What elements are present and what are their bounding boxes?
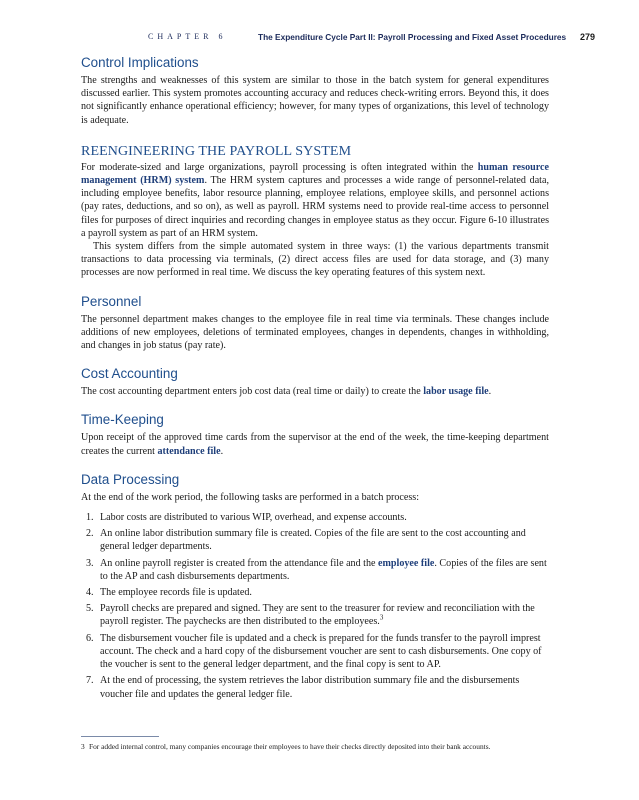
list-item [81,557,549,583]
list-text: The employee records file is updated. [100,587,252,599]
page-content [81,55,549,701]
time-keeping-paragraph [81,431,549,457]
list-item [81,602,549,628]
reengineering-paragraph-2: This system differs from the simple automated system in three ways: (1) the various departments transmit transactions to data processing via terminals, (2) direct access files are used for data storage, and (3) many processes are now performed in real time. We discuss the key operating features of this system next. [81,241,549,279]
term-labor-usage-file: labor usage file [423,386,489,398]
footnote-marker: 3 [379,614,384,623]
list-number: 6. [86,632,94,644]
list-text: At the end of processing, the system retrieves the labor distribution summary file and the disbursements voucher file and updates the general ledger file. [100,675,520,700]
list-text: Labor costs are distributed to various WIP, overhead, and expense accounts. [100,512,407,524]
text-run: For moderate-sized and large organizations, payroll processing is often integrated within the [81,161,478,173]
text-run: Upon receipt of the approved time cards from the supervisor at the end of the week, the time-keeping department creates the current [81,432,549,457]
control-implications-paragraph: The strengths and weaknesses of this system are similar to those in the batch system for general expenditures discussed earlier. This system promotes accounting accuracy and reduces check-writing errors. Beyond this, it does not significantly enhance operational efficiency; however, for many types of organizations, this level of technology is adequate. [81,75,549,126]
list-number: 4. [86,587,94,599]
list-item [81,527,549,553]
footnote-text: For added internal control, many companies encourage their employees to have their checks directly deposited into their bank accounts. [89,742,491,751]
list-number: 1. [86,512,94,524]
heading-data-processing: Data Processing [81,471,180,487]
cost-accounting-paragraph [81,385,549,398]
running-title: The Expenditure Cycle Part II: Payroll Processing and Fixed Asset Procedures [258,32,567,42]
list-item [81,674,549,700]
personnel-paragraph: The personnel department makes changes to the employee file in real time via terminals. These changes include additions of new employees, deletions of terminated employees, changes in dependents, changes in withholding, and changes in job status (pay rate). [81,313,549,352]
list-number: 7. [86,675,94,687]
heading-control-implications: Control Implications [81,55,199,70]
page-number: 279 [580,32,596,42]
list-number: 5. [86,603,94,615]
data-processing-intro: At the end of the work period, the following tasks are performed in a batch process: [81,491,420,503]
list-number: 3. [86,557,94,569]
list-text: The disbursement voucher file is updated and a check is prepared for the funds transfer to the payroll imprest account. The check and a hard copy of the disbursement voucher are sent to cash disbursements. One copy of the voucher is sent to the general ledger department, and the final copy is sent to AP. [100,632,542,671]
running-header [0,32,639,46]
text-run: . The HRM system captures and processes a wide range of personnel-related data, including employee benefits, labor resource planning, employee relations, employee skills, and personnel actions (pay rates, deductions, and so on), as well as payroll. HRM systems need to provide real-time access to personnel files for purposes of direct inquiries and recording changes in employee status as they occur. Figure 6-10 illustrates a payroll system as part of an HRM system. [81,175,549,239]
text-run: . [220,445,224,457]
heading-personnel: Personnel [81,293,142,309]
list-item [81,586,549,599]
data-processing-steps [81,511,549,701]
text-run: The cost accounting department enters job cost data (real time or daily) to create the [81,386,424,398]
list-item [81,632,549,672]
list-text: An online payroll register is created from the attendance file and the [100,557,379,569]
list-item [81,511,549,524]
reengineering-paragraph-1 [81,161,549,240]
list-text: Payroll checks are prepared and signed. They are sent to the treasurer for review and reconciliation with the payroll register. The paychecks are then distributed to the employees. [100,603,535,628]
footnote [81,742,549,752]
term-attendance-file: attendance file [157,445,221,457]
term-employee-file: employee file [378,557,435,569]
footnote-divider [81,736,159,737]
list-text: . Copies of the files are sent to the AP and cash disbursements departments. [100,557,547,582]
term-hrm-system: human resource management (HRM) system [81,161,549,187]
chapter-label: CHAPTER 6 [148,32,227,41]
list-number: 2. [86,528,94,540]
footnote-number: 3 [81,742,85,751]
heading-time-keeping: Time-Keeping [81,412,164,428]
text-run: . [488,386,492,398]
heading-cost-accounting: Cost Accounting [81,366,178,382]
heading-reengineering: REENGINEERING THE PAYROLL SYSTEM [81,143,352,159]
list-text: An online labor distribution summary file is created. Copies of the file are sent to the cost accounting and general ledger departments. [100,528,526,553]
